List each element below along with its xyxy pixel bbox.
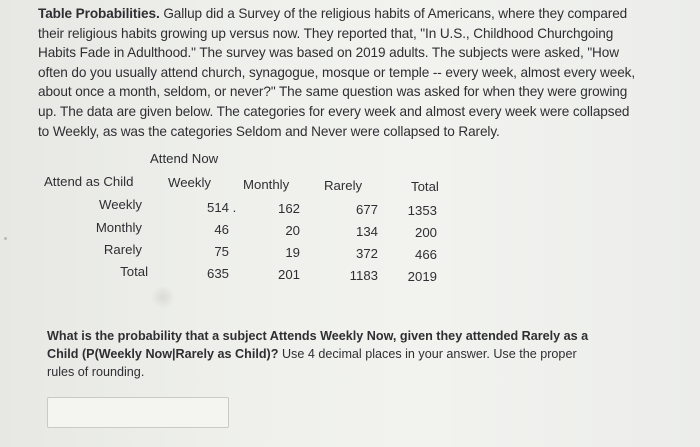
table-cell: 20 bbox=[285, 223, 300, 238]
table-cell: 75 bbox=[214, 244, 229, 259]
screen-smudge bbox=[150, 286, 176, 308]
problem-title: Table Probabilities. bbox=[38, 6, 160, 21]
table-cell: 466 bbox=[414, 247, 437, 262]
table-cell: 514 . bbox=[207, 200, 237, 215]
table-row-label: Weekly bbox=[99, 197, 142, 212]
table-cell: 372 bbox=[355, 246, 378, 261]
answer-input[interactable] bbox=[47, 397, 229, 428]
question-prompt: What is the probability that a subject Attends Weekly Now, given they attended Rarely as a Child (P(Weekly Now|Rarely as Child)? bbox=[47, 329, 589, 361]
table-row-label: Rarely bbox=[103, 242, 142, 257]
table-cell: 1183 bbox=[349, 268, 378, 283]
problem-paragraph bbox=[38, 4, 638, 141]
table-cell: 134 bbox=[355, 224, 378, 239]
column-header: Monthly bbox=[243, 177, 290, 192]
column-header: Total bbox=[411, 179, 439, 194]
question-instructions: Use 4 decimal places in your answer. Use the proper rules of rounding. bbox=[47, 346, 577, 379]
table-row-header: Attend as Child bbox=[44, 174, 134, 189]
table-cell: 19 bbox=[285, 245, 300, 260]
table-cell: 677 bbox=[355, 202, 378, 217]
table-cell: 635 bbox=[206, 266, 229, 281]
table-group-header: Attend Now bbox=[150, 151, 219, 166]
table-cell: 1353 bbox=[407, 203, 437, 218]
table-cell: 200 bbox=[414, 225, 437, 240]
table-cell: 162 bbox=[277, 201, 300, 216]
table-row-label: Total bbox=[120, 264, 148, 279]
table-row-label: Monthly bbox=[95, 220, 142, 235]
problem-text: Gallup did a Survey of the religious habits of Americans, where they compared their religious habits growing up versus now. They reported that, "In U.S., Childhood Churchgoing Habits Fade in Adulthood." The survey was based on 2019 adults. The subjects were asked, "How often do you usually attend church, synagogue, mosque or temple -- every week, almost every week, about once a month, seldom, or never?" The same question was asked for when they were growing up. The data are given below. The categories for every week and almost every week were collapsed to Weekly, as was the categories Seldom and Never were collapsed to Rarely. bbox=[38, 6, 636, 139]
stray-mark bbox=[4, 237, 7, 240]
column-header: Rarely bbox=[324, 178, 363, 193]
table-cell: 201 bbox=[277, 267, 300, 282]
column-header: Weekly bbox=[168, 175, 211, 190]
question-text bbox=[47, 328, 607, 381]
table-cell: 46 bbox=[214, 222, 229, 237]
table-cell: 2019 bbox=[407, 269, 437, 284]
